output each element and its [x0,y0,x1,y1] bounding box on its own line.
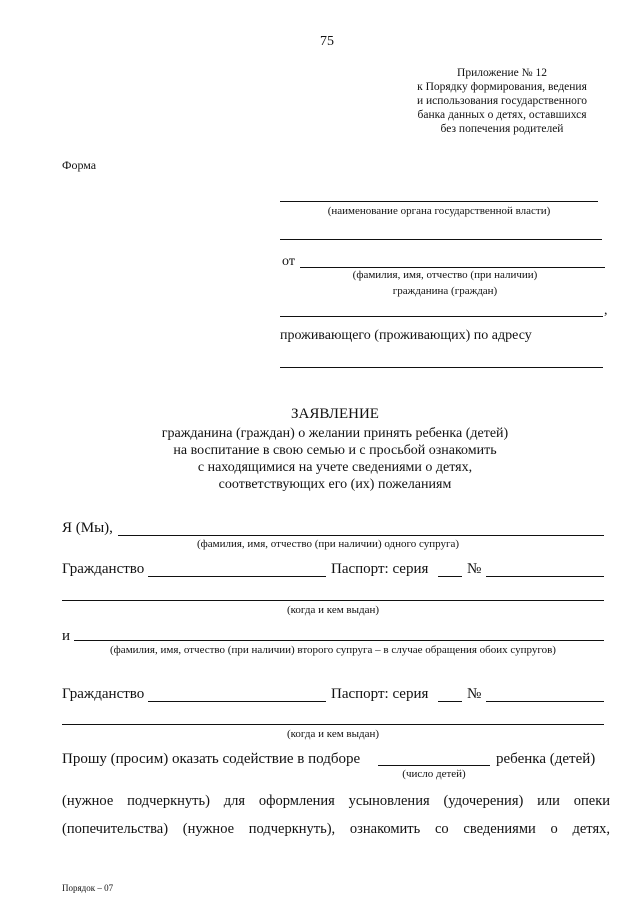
statement-title-line: гражданина (граждан) о желании принять ребенка (детей) [161,426,509,441]
passport-series-label: Паспорт: серия [331,561,429,577]
passport-series-line-2[interactable] [438,701,462,702]
children-count-line[interactable] [378,765,490,766]
passport-issued-caption: (когда и кем выдан) [286,604,380,616]
citizenship-label-2: Гражданство [62,686,145,702]
from-label: от [282,254,295,269]
authority-extra-line[interactable] [280,239,602,240]
passport-number-label: № [467,561,482,577]
passport-number-label-2: № [467,686,482,702]
statement-title-block [120,406,550,493]
applicant-extra-line[interactable] [280,316,603,317]
address-line[interactable] [280,367,603,368]
footer-code: Порядок – 07 [62,883,114,893]
page-number: 75 [320,34,334,49]
statement-title-line: соответствующих его (их) пожеланиям [218,477,452,492]
authority-caption: (наименование органа государственной власти) [327,205,551,217]
statement-title-line: на воспитание в свою семью и с просьбой ознакомить [173,443,497,458]
residing-label: проживающего (проживающих) по адресу [280,328,532,343]
appendix-line: Приложение № 12 [457,67,547,79]
i-we-label: Я (Мы), [62,520,113,536]
spouse2-caption: (фамилия, имя, отчество (при наличии) второго супруга – в случае обращения обоих супругов) [110,644,556,656]
form-label: Форма [62,158,97,172]
appendix-line: к Порядку формирования, ведения [417,81,587,93]
applicant-caption-2: гражданина (граждан) [392,285,498,297]
spouse2-name-line[interactable] [74,640,604,641]
spouse1-name-line[interactable] [118,535,604,536]
passport-number-line-2[interactable] [486,701,604,702]
authority-field-line[interactable] [280,201,598,202]
statement-heading: ЗАЯВЛЕНИЕ [291,406,379,422]
children-count-caption: (число детей) [402,768,466,780]
appendix-block [398,66,606,136]
paragraph-line-1: (нужное подчеркнуть) для оформления усыновления (удочерения) или опеки [62,793,610,809]
passport-issued-line-2[interactable] [62,724,604,725]
citizenship-line[interactable] [148,576,326,577]
request-suffix: ребенка (детей) [496,751,596,767]
passport-number-line[interactable] [486,576,604,577]
appendix-line: без попечения родителей [440,123,564,135]
statement-title-line: с находящимися на учете сведениями о детях, [197,460,473,475]
appendix-line: и использования государственного [416,95,588,107]
spouse1-caption: (фамилия, имя, отчество (при наличии) одного супруга) [196,538,460,550]
citizenship-label: Гражданство [62,561,145,577]
passport-issued-caption-2: (когда и кем выдан) [286,728,380,740]
paragraph-line-2: (попечительства) (нужное подчеркнуть), ознакомить со сведениями о детях, [62,821,610,837]
comma-mark: , [604,303,608,318]
passport-series-label-2: Паспорт: серия [331,686,429,702]
appendix-line: банка данных о детях, оставшихся [417,109,587,121]
passport-issued-line[interactable] [62,600,604,601]
request-prefix: Прошу (просим) оказать содействие в подборе [62,751,361,767]
applicant-name-line[interactable] [300,267,605,268]
passport-series-line[interactable] [438,576,462,577]
and-label: и [62,628,71,644]
citizenship-line-2[interactable] [148,701,326,702]
applicant-caption-1: (фамилия, имя, отчество (при наличии) [352,269,538,281]
